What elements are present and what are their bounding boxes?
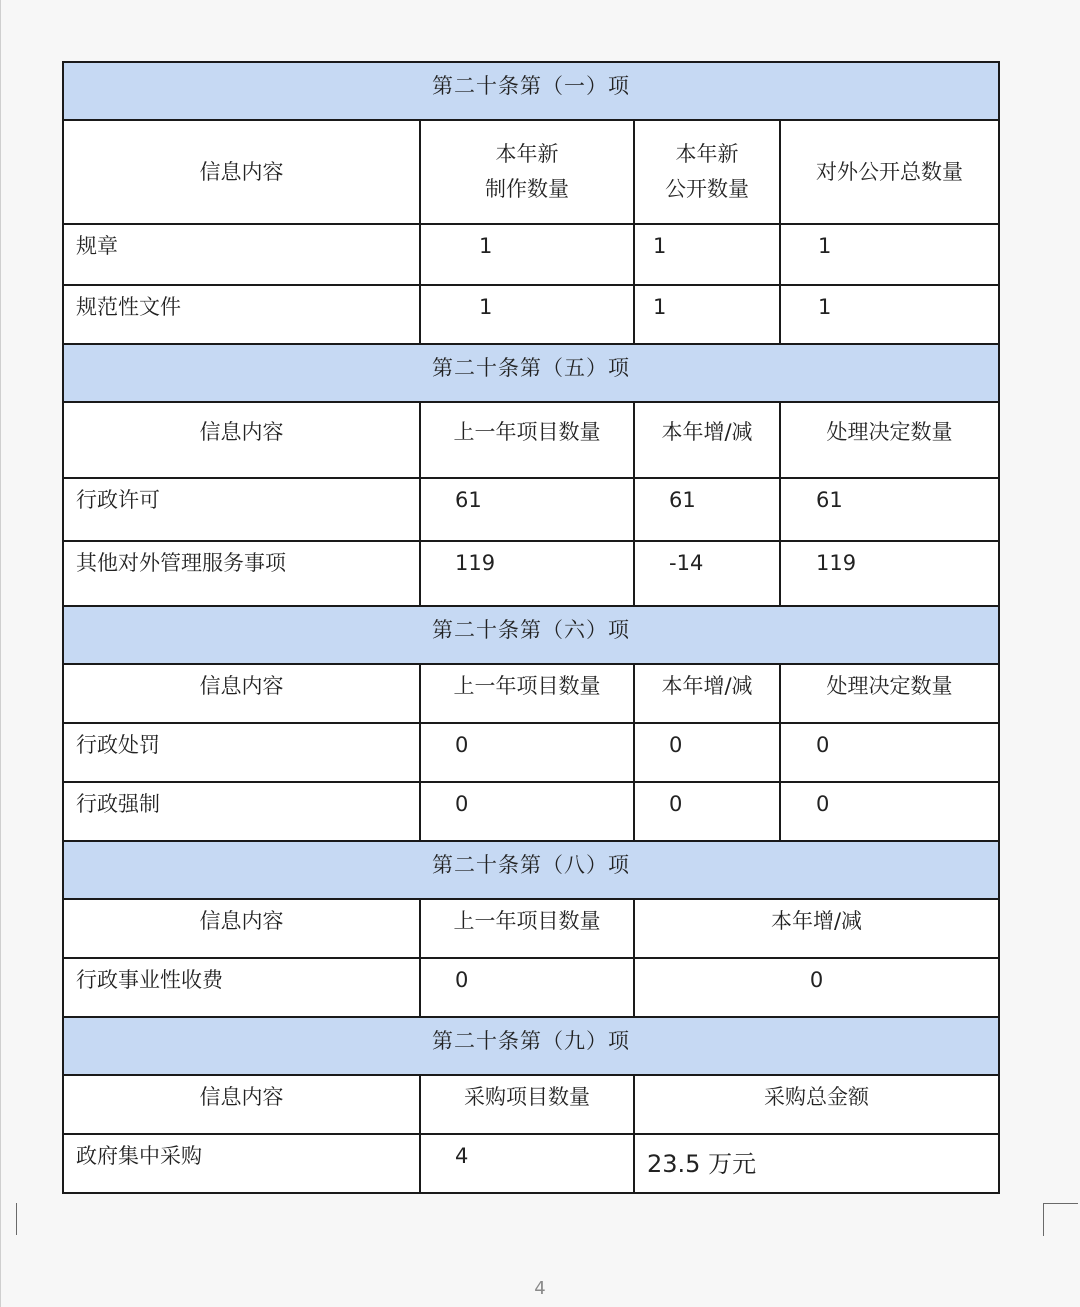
table-row xyxy=(63,1134,999,1193)
page-number: 4 xyxy=(534,1278,546,1299)
section-header-9 xyxy=(63,1017,999,1075)
header-info-content: 信息内容 xyxy=(63,1075,420,1134)
cell-value: 119 xyxy=(780,541,999,606)
row-label: 行政事业性收费 xyxy=(63,958,420,1017)
section-header-8 xyxy=(63,841,999,899)
header-info-content: 信息内容 xyxy=(63,664,420,723)
cell-value: 61 xyxy=(780,478,999,541)
table-row xyxy=(63,478,999,541)
cell-value: 61 xyxy=(634,478,780,541)
section-title: 第二十条第（六）项 xyxy=(432,618,630,642)
column-header-row xyxy=(63,1075,999,1134)
table-row xyxy=(63,541,999,606)
cell-value: 0 xyxy=(634,782,780,841)
crop-mark-left xyxy=(0,1203,17,1235)
row-label: 其他对外管理服务事项 xyxy=(63,541,420,606)
cell-value: 0 xyxy=(780,782,999,841)
header-new-published: 本年新 公开数量 xyxy=(634,120,780,224)
header-change: 本年增/减 xyxy=(634,402,780,478)
section-title: 第二十条第（八）项 xyxy=(432,853,630,877)
crop-mark-right xyxy=(1043,1203,1078,1236)
header-change: 本年增/减 xyxy=(634,899,999,958)
column-header-row xyxy=(63,120,999,224)
header-decision-count: 处理决定数量 xyxy=(780,664,999,723)
header-decision-count: 处理决定数量 xyxy=(780,402,999,478)
header-info-content: 信息内容 xyxy=(63,899,420,958)
header-info-content: 信息内容 xyxy=(63,402,420,478)
header-info-content: 信息内容 xyxy=(63,120,420,224)
section-title: 第二十条第（一）项 xyxy=(432,74,630,98)
cell-value: 0 xyxy=(634,958,999,1017)
header-total-published: 对外公开总数量 xyxy=(780,120,999,224)
section-header-6 xyxy=(63,606,999,664)
cell-value: 0 xyxy=(420,723,634,782)
cell-value: 0 xyxy=(420,958,634,1017)
row-label: 行政处罚 xyxy=(63,723,420,782)
header-change: 本年增/减 xyxy=(634,664,780,723)
section-header-5 xyxy=(63,344,999,402)
row-label: 规章 xyxy=(63,224,420,285)
header-prev-year-count: 上一年项目数量 xyxy=(420,899,634,958)
header-prev-year-count: 上一年项目数量 xyxy=(420,402,634,478)
page-edge xyxy=(0,0,1,1307)
header-prev-year-count: 上一年项目数量 xyxy=(420,664,634,723)
column-header-row xyxy=(63,664,999,723)
column-header-row xyxy=(63,899,999,958)
row-label: 政府集中采购 xyxy=(63,1134,420,1193)
table-row xyxy=(63,285,999,344)
cell-amount: 23.5 万元 xyxy=(634,1134,999,1193)
header-procurement-amount: 采购总金额 xyxy=(634,1075,999,1134)
cell-value: 1 xyxy=(780,285,999,344)
cell-value: 1 xyxy=(420,224,634,285)
cell-value: 0 xyxy=(634,723,780,782)
cell-value: 4 xyxy=(420,1134,634,1193)
cell-value: 0 xyxy=(420,782,634,841)
disclosure-table xyxy=(62,61,1000,1194)
cell-value: 1 xyxy=(634,224,780,285)
section-header-1 xyxy=(63,62,999,120)
cell-value: -14 xyxy=(634,541,780,606)
cell-value: 119 xyxy=(420,541,634,606)
header-new-produced: 本年新 制作数量 xyxy=(420,120,634,224)
header-procurement-count: 采购项目数量 xyxy=(420,1075,634,1134)
section-title: 第二十条第（九）项 xyxy=(432,1029,630,1053)
cell-value: 0 xyxy=(780,723,999,782)
row-label: 规范性文件 xyxy=(63,285,420,344)
column-header-row xyxy=(63,402,999,478)
table-row xyxy=(63,224,999,285)
row-label: 行政强制 xyxy=(63,782,420,841)
table-row xyxy=(63,782,999,841)
cell-value: 1 xyxy=(634,285,780,344)
cell-value: 61 xyxy=(420,478,634,541)
cell-value: 1 xyxy=(420,285,634,344)
table-row xyxy=(63,723,999,782)
row-label: 行政许可 xyxy=(63,478,420,541)
cell-value: 1 xyxy=(780,224,999,285)
table-row xyxy=(63,958,999,1017)
section-title: 第二十条第（五）项 xyxy=(432,356,630,380)
